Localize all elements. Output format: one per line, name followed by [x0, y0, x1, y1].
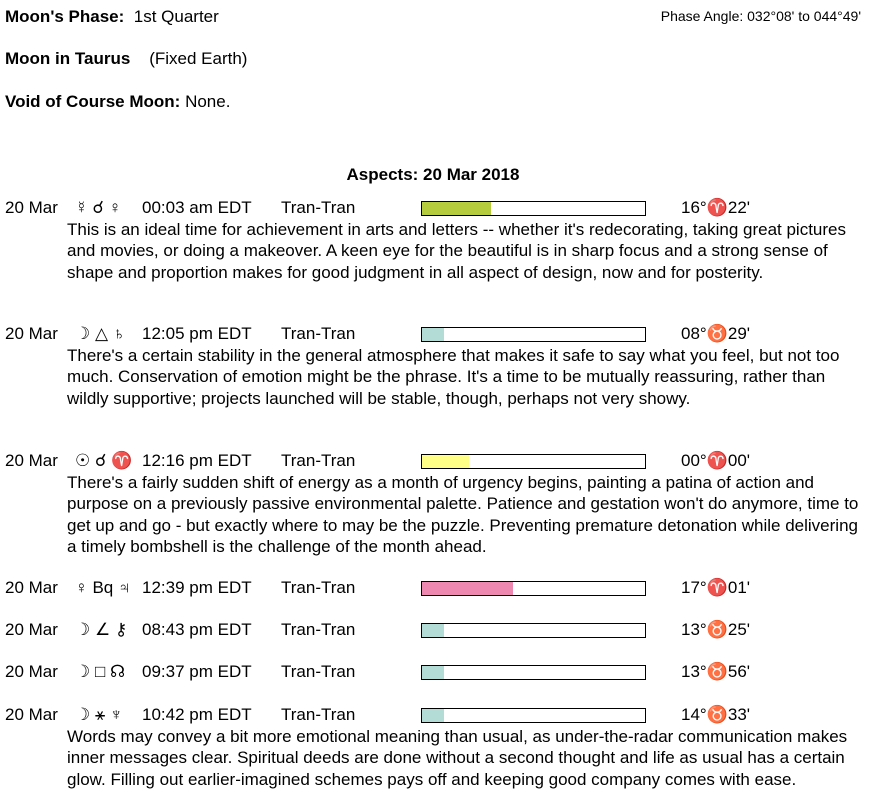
- aspect-strength-bar: [421, 623, 646, 638]
- moon-sign-value: (Fixed Earth): [149, 49, 248, 68]
- aspect-strength-bar: [421, 201, 646, 216]
- aspect-strength-fill: [422, 624, 444, 637]
- aspect-glyphs: ☉ ☌ ♈: [75, 451, 133, 470]
- aspect-entry: [5, 323, 865, 409]
- aspect-time: 09:37 pm EDT: [142, 662, 252, 681]
- aspect-date: 20 Mar: [5, 324, 58, 343]
- aspect-position: 00°♈00': [681, 451, 751, 470]
- aspects-title: Aspects: 20 Mar 2018: [346, 165, 520, 184]
- aspect-type: Tran-Tran: [281, 324, 356, 343]
- aspect-entry: [5, 704, 865, 790]
- aspect-description: This is an ideal time for achievement in arts and letters -- whether it's redecorating, taking great pictures and movies, or doing a makeover. A keen eye for the beautiful is in sharp focus and a strong sense of shape and proportion makes for good judgment in all aspect of design, now and for posterity.: [67, 220, 846, 282]
- aspect-position: 14°♉33': [681, 705, 751, 724]
- aspect-strength-bar: [421, 454, 646, 469]
- aspect-position: 08°♉29': [681, 324, 751, 343]
- aspect-type: Tran-Tran: [281, 705, 356, 724]
- moon-sign-line: [5, 49, 247, 69]
- aspect-row: [5, 704, 865, 726]
- aspect-strength-bar: [421, 581, 646, 596]
- aspect-strength-fill: [422, 202, 491, 215]
- aspect-type: Tran-Tran: [281, 620, 356, 639]
- aspect-glyphs: ♀ Bq ♃: [75, 578, 131, 597]
- aspect-strength-bar: [421, 327, 646, 342]
- moon-sign-label: Moon in Taurus: [5, 49, 131, 68]
- aspect-position: 13°♉56': [681, 662, 751, 681]
- aspect-entry: [5, 619, 865, 641]
- aspect-row: [5, 661, 865, 683]
- aspect-date: 20 Mar: [5, 620, 58, 639]
- aspect-strength-bar: [421, 708, 646, 723]
- aspect-position: 17°♈01': [681, 578, 751, 597]
- aspect-time: 12:39 pm EDT: [142, 578, 252, 597]
- moon-phase-label: Moon's Phase:: [5, 7, 125, 26]
- aspect-strength-fill: [422, 328, 444, 341]
- moon-phase-line: [5, 7, 219, 27]
- aspect-date: 20 Mar: [5, 578, 58, 597]
- void-of-course-label: Void of Course Moon:: [5, 92, 181, 111]
- aspect-position: 13°♉25': [681, 620, 751, 639]
- aspect-entry: [5, 197, 865, 283]
- aspect-strength-fill: [422, 582, 513, 595]
- aspect-glyphs: ☽ □ ☊: [75, 662, 126, 681]
- aspect-type: Tran-Tran: [281, 578, 356, 597]
- aspect-time: 12:05 pm EDT: [142, 324, 252, 343]
- aspect-date: 20 Mar: [5, 662, 58, 681]
- aspect-type: Tran-Tran: [281, 198, 356, 217]
- aspect-time: 00:03 am EDT: [142, 198, 252, 217]
- aspect-type: Tran-Tran: [281, 662, 356, 681]
- aspect-date: 20 Mar: [5, 198, 58, 217]
- aspect-description: Words may convey a bit more emotional meaning than usual, as under-the-radar communication makes inner messages clear. Spiritual deeds are done without a second thought and life as usual has a certain glow. Filling out earlier-imagined schemes pays off and keeping good company comes with ease.: [67, 727, 848, 789]
- aspect-entry: [5, 577, 865, 599]
- aspect-row: [5, 323, 865, 345]
- aspect-entry: [5, 661, 865, 683]
- aspect-strength-fill: [422, 709, 444, 722]
- aspect-date: 20 Mar: [5, 705, 58, 724]
- aspect-strength-fill: [422, 455, 469, 468]
- aspect-type: Tran-Tran: [281, 451, 356, 470]
- void-of-course-value: None.: [185, 92, 231, 111]
- aspect-time: 12:16 pm EDT: [142, 451, 252, 470]
- void-of-course-line: [5, 92, 230, 112]
- aspect-description: There's a certain stability in the general atmosphere that makes it safe to say what you feel, but not too much. Conservation of emotion might be the phrase. It's a time to be mutually reassuring, rather than wildly supportive; projects launched will be stable, though, perhaps not very showy.: [67, 346, 840, 408]
- aspect-strength-fill: [422, 666, 444, 679]
- aspect-glyphs: ☽ △ ♄: [75, 324, 126, 343]
- aspect-glyphs: ☽ ∠ ⚷: [75, 620, 128, 639]
- aspect-date: 20 Mar: [5, 451, 58, 470]
- phase-angle: Phase Angle: 032°08' to 044°49': [660, 8, 861, 24]
- aspect-row: [5, 450, 865, 472]
- aspect-row: [5, 577, 865, 599]
- moon-phase-value: 1st Quarter: [133, 7, 219, 26]
- aspect-time: 10:42 pm EDT: [142, 705, 252, 724]
- aspect-time: 08:43 pm EDT: [142, 620, 252, 639]
- aspect-description: There's a fairly sudden shift of energy as a month of urgency begins, painting a patina of action and purpose on a previously passive environmental palette. Patience and gestation won't do anymore, time to get up and go - but exactly where to may be the puzzle. Preventing premature detonation while delivering a timely bombshell is the challenge of the month ahead.: [67, 473, 859, 556]
- aspect-entry: [5, 450, 865, 557]
- aspect-row: [5, 619, 865, 641]
- aspect-strength-bar: [421, 665, 646, 680]
- aspect-glyphs: ☽ ⚹ ♆: [75, 705, 123, 724]
- aspect-position: 16°♈22': [681, 198, 751, 217]
- aspect-row: [5, 197, 865, 219]
- aspect-glyphs: ☿ ☌ ♀: [75, 198, 122, 217]
